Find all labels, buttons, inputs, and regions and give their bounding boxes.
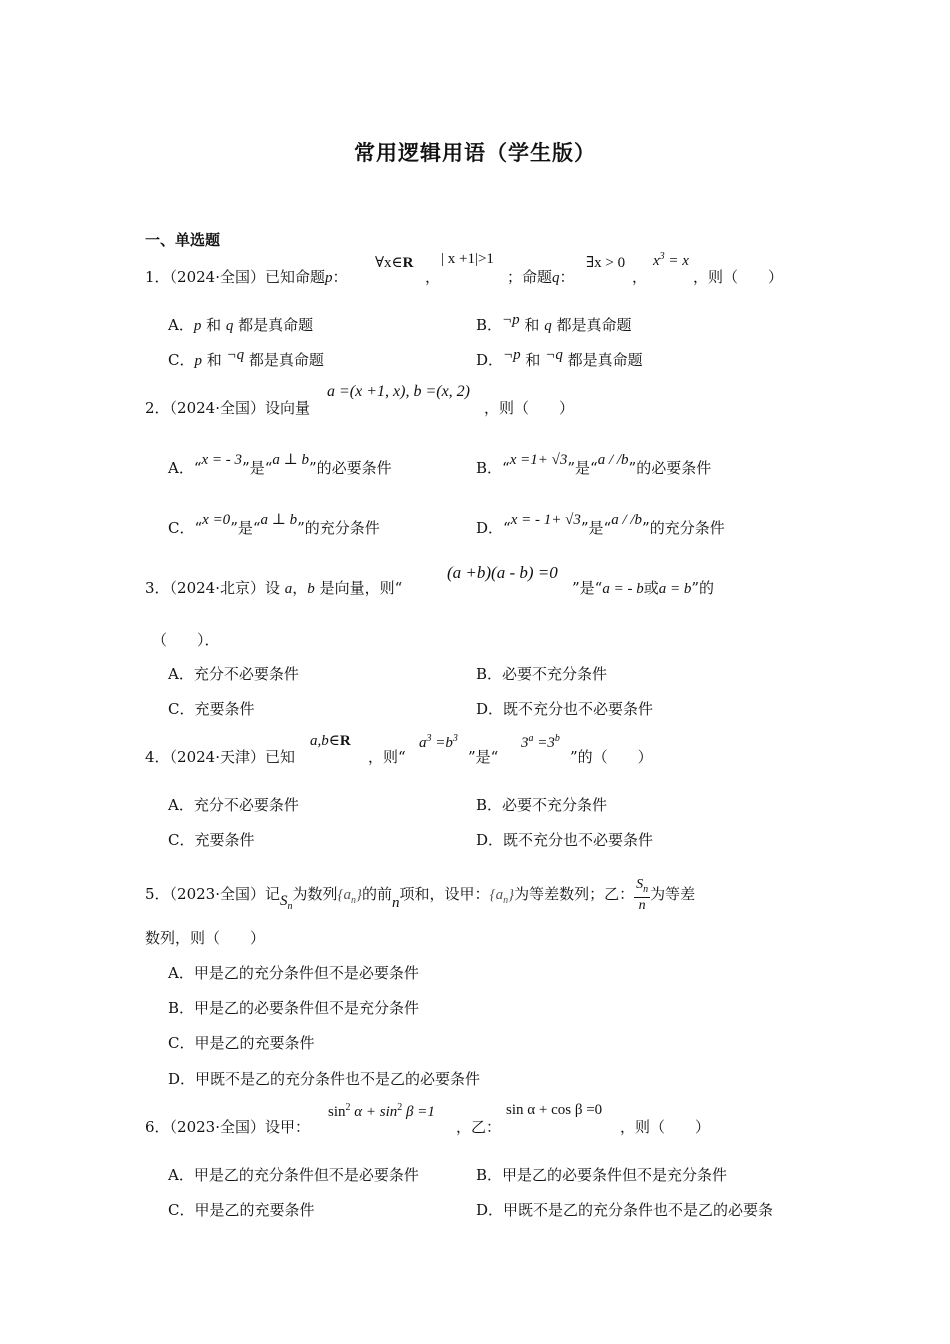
- math-sin-squared: $\sin^2 \alpha + \sin^2 \beta =1$: [328, 1102, 435, 1120]
- math-exists: ∃x > 0: [586, 255, 626, 271]
- math-ab-real: a,b∈R: [310, 733, 351, 749]
- option-a[interactable]: A．甲是乙的充分条件但不是必要条件: [168, 964, 419, 982]
- page-title: 常用逻辑用语（学生版）: [354, 140, 596, 165]
- math-sin-cos: sin α + cos β =0: [506, 1102, 603, 1118]
- option-c[interactable]: C．充要条件: [168, 700, 255, 718]
- option-b[interactable]: B．甲是乙的必要条件但不是充分条件: [168, 999, 420, 1017]
- question-5-stem: 5．（2023·全国）记$S_n$为数列$\{a_n\}$的前n项和，设甲：$\{a_n\}$为等差数列；乙： $\frac{S_n}{n}$ 为等差: [145, 877, 696, 913]
- option-d[interactable]: D．既不充分也不必要条件: [476, 700, 654, 718]
- option-c[interactable]: C．甲是乙的充要条件: [168, 1034, 315, 1052]
- question-1-stem: 1．（2024·全国）已知命题p：: [145, 268, 348, 286]
- math-abs: | x +1|>1: [441, 251, 494, 267]
- option-c[interactable]: C．充要条件: [168, 831, 255, 849]
- option-a[interactable]: A．p 和 q 都是真命题: [168, 316, 314, 334]
- option-d[interactable]: D．既不充分也不必要条件: [476, 831, 654, 849]
- question-6-stem: 6．（2023·全国）设甲：: [145, 1118, 311, 1136]
- option-a[interactable]: A．甲是乙的充分条件但不是必要条件: [168, 1166, 419, 1184]
- option-c[interactable]: C．“x =0”是“a ⊥ b”的充分条件: [168, 512, 380, 537]
- option-a[interactable]: A．“x = - 3”是“a ⊥ b”的必要条件: [168, 452, 392, 477]
- option-a[interactable]: A．充分不必要条件: [168, 665, 299, 683]
- option-d[interactable]: D．甲既不是乙的充分条件也不是乙的必要条件: [168, 1070, 481, 1088]
- question-4-stem: 4．（2024·天津）已知: [145, 748, 296, 766]
- math-exponentials: $3^a =3^b$: [521, 733, 560, 751]
- option-b[interactable]: B．“x =1+ √3”是“a / /b”的必要条件: [476, 452, 712, 477]
- option-c[interactable]: C．p 和 ¬q 都是真命题: [168, 347, 324, 369]
- math-dot-product: (a +b)(a - b) =0: [447, 563, 558, 582]
- option-d[interactable]: D．“x = - 1+ √3”是“a / /b”的充分条件: [476, 512, 725, 537]
- math-forall: ∀x∈R: [375, 255, 414, 271]
- option-b[interactable]: B．必要不充分条件: [476, 796, 608, 814]
- math-vectors: a =(x +1, x), b =(x, 2): [327, 383, 471, 400]
- section-heading: 一、单选题: [145, 231, 221, 249]
- option-c[interactable]: C．甲是乙的充要条件: [168, 1201, 315, 1219]
- option-b[interactable]: B．¬p 和 q 都是真命题: [476, 312, 632, 334]
- fraction-sn-over-n: $\frac{S_n}{n}$: [636, 877, 649, 913]
- option-a[interactable]: A．充分不必要条件: [168, 796, 299, 814]
- option-b[interactable]: B．必要不充分条件: [476, 665, 608, 683]
- question-number: 1．: [145, 268, 170, 286]
- option-d[interactable]: D．¬p 和 ¬q 都是真命题: [476, 347, 643, 369]
- math-cubes: $a^3 =b^3$: [419, 733, 458, 751]
- option-d[interactable]: D．甲既不是乙的充分条件也不是乙的必要条: [476, 1201, 774, 1219]
- question-3-stem: 3．（2024·北京）设 a，b 是向量，则“: [145, 579, 403, 597]
- math-cube: $x^3 = x$: [653, 251, 689, 269]
- question-source: （2024·全国）: [169, 268, 265, 286]
- question-2-stem: 2．（2024·全国）设向量: [145, 399, 311, 417]
- option-b[interactable]: B．甲是乙的必要条件但不是充分条件: [476, 1166, 728, 1184]
